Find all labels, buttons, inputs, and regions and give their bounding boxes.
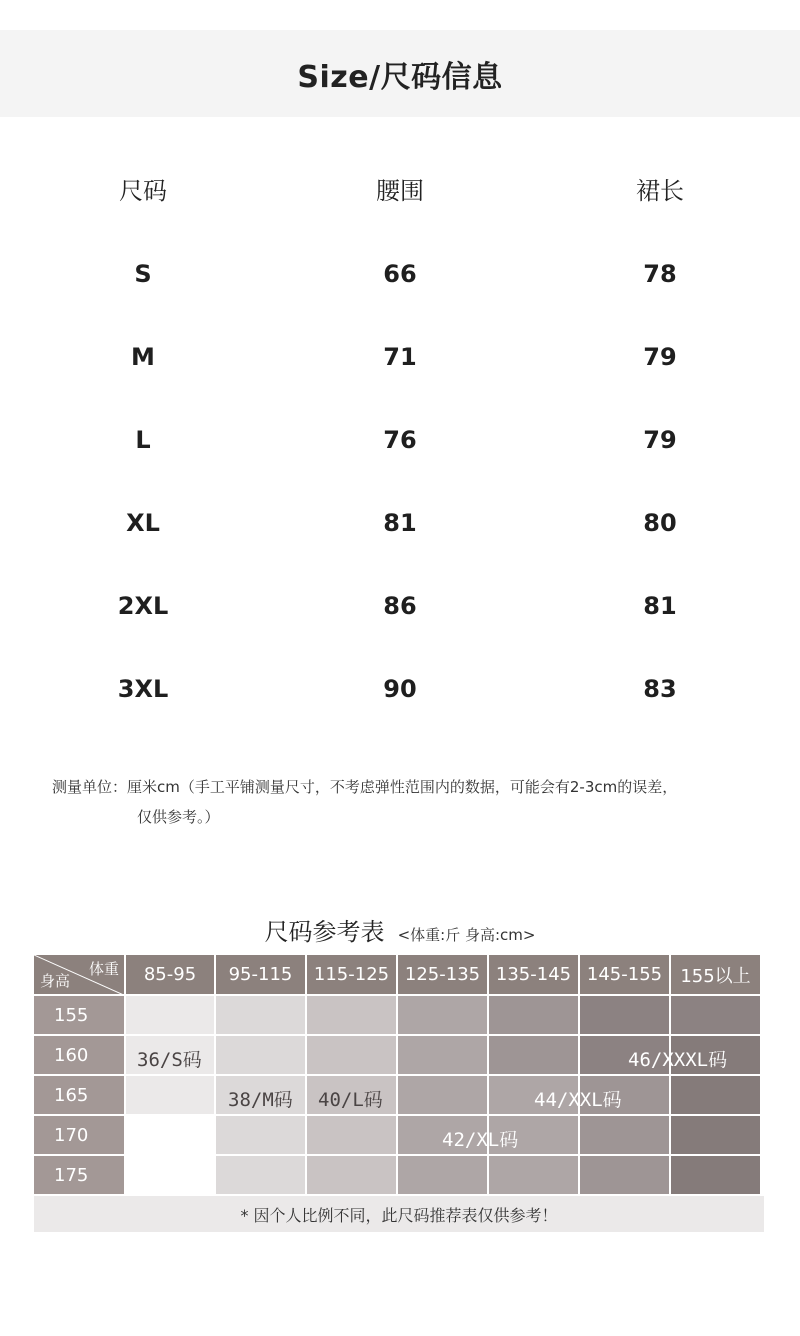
- column-header-length: 裙长: [636, 177, 684, 205]
- weight-header: 95-115: [216, 955, 307, 996]
- grid-cell: [580, 1156, 671, 1196]
- grid-cell: [398, 996, 489, 1036]
- header-band: [0, 30, 800, 117]
- grid-cell: [580, 996, 671, 1036]
- grid-corner-cell: [34, 955, 126, 996]
- table-row: [0, 233, 800, 316]
- grid-cell: [489, 996, 580, 1036]
- length-cell: 83: [643, 675, 677, 703]
- length-cell: 78: [643, 260, 677, 288]
- table-row: [0, 482, 800, 565]
- size-range-label: 40/L码: [318, 1089, 383, 1111]
- waist-cell: 66: [383, 260, 417, 288]
- height-header: 165: [34, 1076, 126, 1116]
- grid-cell: [216, 1156, 307, 1196]
- reference-title: 尺码参考表: [264, 918, 385, 946]
- grid-cell: [398, 1036, 489, 1076]
- grid-cell: [489, 1156, 580, 1196]
- grid-cell: [671, 1076, 762, 1116]
- corner-height-label: 身高: [40, 972, 71, 990]
- page-title: Size/尺码信息: [297, 59, 503, 95]
- grid-cell: [216, 1036, 307, 1076]
- weight-header: 115-125: [307, 955, 398, 996]
- grid-cell: [398, 1076, 489, 1116]
- height-header: 155: [34, 996, 126, 1036]
- measurement-note: [52, 772, 772, 832]
- grid-cell: [307, 1156, 398, 1196]
- size-range-label: 44/XXL码: [534, 1089, 622, 1111]
- height-header: 170: [34, 1116, 126, 1156]
- weight-header: 85-95: [126, 955, 216, 996]
- column-header-size: 尺码: [119, 177, 167, 205]
- reference-subtitle: <体重:斤 身高:cm>: [397, 926, 536, 944]
- grid-cell: [126, 1156, 216, 1196]
- size-cell: XL: [126, 509, 160, 537]
- length-cell: 79: [643, 343, 677, 371]
- grid-cell: [216, 996, 307, 1036]
- note-line-2: 仅供参考。）: [137, 808, 220, 826]
- length-cell: 79: [643, 426, 677, 454]
- size-cell: 2XL: [117, 592, 169, 620]
- waist-cell: 86: [383, 592, 417, 620]
- size-range-label: 36/S码: [137, 1049, 202, 1071]
- length-cell: 80: [643, 509, 677, 537]
- size-cell: L: [135, 426, 151, 454]
- size-cell: S: [134, 260, 152, 288]
- reference-title-block: [0, 912, 800, 947]
- size-cell: 3XL: [117, 675, 169, 703]
- weight-header: 135-145: [489, 955, 580, 996]
- table-row: [0, 399, 800, 482]
- grid-cell: [126, 1116, 216, 1156]
- grid-cell: [216, 1116, 307, 1156]
- size-range-label: 38/M码: [228, 1089, 293, 1111]
- waist-cell: 90: [383, 675, 417, 703]
- grid-cell: [671, 996, 762, 1036]
- reference-footnote: * 因个人比例不同，此尺码推荐表仅供参考！: [34, 1196, 764, 1232]
- weight-header: 125-135: [398, 955, 489, 996]
- grid-cell: [126, 996, 216, 1036]
- grid-cell: [126, 1076, 216, 1116]
- note-line-1: 测量单位：厘米cm（手工平铺测量尺寸，不考虑弹性范围内的数据，可能会有2-3cm的误差，: [52, 778, 678, 796]
- height-header: 175: [34, 1156, 126, 1196]
- height-header: 160: [34, 1036, 126, 1076]
- size-table-header: [0, 150, 800, 233]
- weight-header: 155以上: [671, 955, 762, 996]
- table-row: [0, 648, 800, 731]
- size-range-label: 46/XXXL码: [628, 1049, 728, 1071]
- size-range-label: 42/XL码: [442, 1129, 519, 1151]
- size-cell: M: [131, 343, 155, 371]
- grid-cell: [671, 1116, 762, 1156]
- size-reference-grid: [34, 955, 764, 1232]
- length-cell: 81: [643, 592, 677, 620]
- grid-cell: [307, 1116, 398, 1156]
- waist-cell: 81: [383, 509, 417, 537]
- grid-cell: [307, 1036, 398, 1076]
- weight-header: 145-155: [580, 955, 671, 996]
- grid-cell: [671, 1156, 762, 1196]
- table-row: [0, 316, 800, 399]
- grid-cell: [398, 1156, 489, 1196]
- column-header-waist: 腰围: [376, 177, 424, 205]
- grid-cell: [580, 1116, 671, 1156]
- grid-cell: [489, 1036, 580, 1076]
- size-table: [0, 150, 800, 731]
- table-row: [0, 565, 800, 648]
- waist-cell: 76: [383, 426, 417, 454]
- waist-cell: 71: [383, 343, 417, 371]
- grid-cell: [307, 996, 398, 1036]
- corner-weight-label: 体重: [88, 960, 119, 978]
